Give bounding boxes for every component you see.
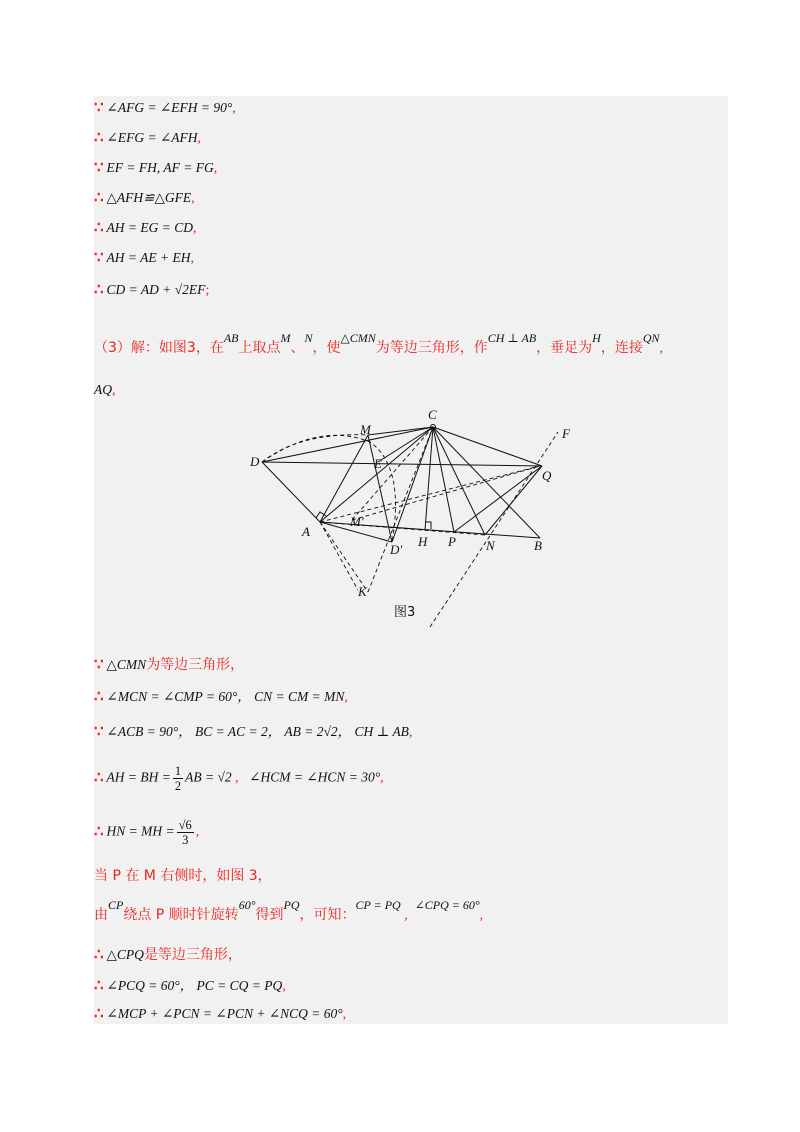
- therefore-symbol: ∴: [94, 947, 104, 963]
- math-expression: HN = MH =: [106, 823, 175, 839]
- fraction-denominator: 2: [174, 779, 182, 793]
- punctuation: ,: [193, 221, 197, 236]
- math-expression: ∠AFG = ∠EFH = 90°: [106, 100, 233, 115]
- punctuation: ,: [190, 251, 195, 266]
- math-expression: EF = FH, AF = FG: [106, 160, 214, 175]
- math-expression: △AFH≌△GFE: [106, 190, 192, 205]
- punctuation: ,: [408, 725, 413, 740]
- statement-text: 是等边三角形，: [143, 947, 242, 963]
- solution-intro-line: [94, 331, 663, 357]
- line-cb: [433, 427, 540, 538]
- math-expression: ∠PCQ = 60°， PC = CQ = PQ: [106, 978, 283, 993]
- therefore-symbol: ∴: [94, 1006, 104, 1022]
- punctuation: ,: [195, 824, 200, 840]
- statement-text: 为等边三角形，: [146, 657, 245, 673]
- segment-label: AB: [223, 331, 239, 345]
- punctuation: ,: [344, 690, 348, 705]
- point-label: M: [280, 331, 291, 345]
- therefore-symbol: ∴: [94, 978, 104, 994]
- intro-text: 、: [290, 340, 305, 356]
- label-a: A: [302, 524, 310, 539]
- segment-label: CP: [108, 898, 124, 912]
- punctuation: ,: [232, 101, 236, 116]
- math-expression: ∠HCM = ∠HCN = 30°: [249, 769, 381, 785]
- punctuation: ,: [342, 1007, 347, 1022]
- label-m-prime: M′: [350, 514, 364, 529]
- math-expression: ∠MCN = ∠CMP = 60°， CN = CM = MN: [106, 689, 345, 704]
- proof-line-15: [94, 865, 272, 885]
- fraction-denominator: 3: [182, 833, 189, 847]
- math-expression: ∠EFG = ∠AFH: [106, 130, 198, 145]
- math-expression: CD = AD + √2EF: [106, 282, 206, 297]
- proof-line-17: [94, 944, 242, 964]
- label-k: K: [358, 584, 367, 599]
- punctuation: ,: [380, 770, 384, 786]
- math-expression: ∠MCP + ∠PCN = ∠PCN + ∠NCQ = 60°: [106, 1006, 343, 1021]
- line-am: [320, 435, 368, 522]
- because-symbol: ∵: [94, 100, 104, 116]
- label-p: P: [448, 534, 456, 549]
- fraction: [177, 818, 194, 847]
- intro-text: （3）解：如图3，在: [94, 340, 224, 356]
- statement-text: 由: [94, 907, 108, 923]
- math-expression: AB = √2: [185, 769, 232, 785]
- proof-line-16: 由CP绕点 P 顺时针旋转60°得到PQ，可知：CP = PQ , ∠CPQ = 60°,: [94, 898, 484, 923]
- punctuation: ,: [282, 979, 286, 994]
- because-symbol: ∵: [94, 250, 104, 266]
- segment-label: QN: [642, 331, 660, 345]
- triangle-label: △CMN: [340, 331, 376, 345]
- math-expression: AH = BH =: [106, 769, 171, 785]
- point-label: N: [304, 331, 313, 345]
- therefore-symbol: ∴: [94, 220, 104, 236]
- proof-line-18: [94, 974, 286, 995]
- punctuation: ,: [197, 131, 202, 146]
- proof-line-2: [94, 128, 201, 147]
- because-symbol: ∵: [94, 724, 104, 740]
- therefore-symbol: ∴: [94, 689, 104, 705]
- line-ch: [425, 427, 433, 530]
- punctuation: ;: [205, 283, 210, 298]
- label-f-far: F: [562, 426, 570, 441]
- intro-text: ，连接: [600, 340, 643, 356]
- math-expression: AQ: [94, 382, 112, 397]
- point-label: H: [592, 331, 601, 345]
- proof-line-7: [94, 280, 209, 299]
- statement-text: ，可知：: [299, 907, 356, 923]
- intro-text: ，使: [312, 340, 341, 356]
- math-expression: ∠CPQ = 60°: [414, 898, 480, 912]
- intro-text: ，垂足为: [536, 340, 593, 356]
- line-dc: [262, 427, 433, 462]
- because-symbol: ∵: [94, 657, 104, 673]
- statement-text: 当 P 在 M 右侧时，如图 3，: [94, 868, 272, 884]
- fraction-numerator: 1: [174, 764, 182, 778]
- proof-line-5: [94, 218, 197, 237]
- therefore-symbol: ∴: [94, 190, 104, 206]
- fraction-numerator: √6: [178, 818, 192, 832]
- proof-line-1: [94, 98, 236, 117]
- figure-caption: 图3: [394, 605, 416, 620]
- math-expression: △CMN: [106, 657, 147, 672]
- proof-line-12: [94, 720, 412, 741]
- math-expression: ∠ACB = 90°， BC = AC = 2， AB = 2√2， CH ⊥ AB: [106, 724, 409, 739]
- label-b: B: [534, 538, 542, 553]
- proof-line-aq: [94, 382, 116, 399]
- label-h: H: [418, 534, 428, 549]
- proof-line-4: [94, 188, 195, 207]
- line-da: [262, 462, 320, 522]
- proof-line-10: [94, 654, 244, 674]
- therefore-symbol: ∴: [94, 282, 104, 298]
- math-expression: CP = PQ: [355, 898, 401, 912]
- punctuation: ,: [112, 383, 116, 398]
- dashed-ak: [320, 522, 358, 590]
- proof-line-13: ∴ AH = BH = $\frac{1}{2}$ AB = √2 , ∠HCM = ∠HCN = 30°,: [94, 764, 384, 793]
- math-expression: AH = AE + EH: [106, 250, 191, 265]
- intro-text: 为等边三角形，作: [375, 340, 488, 356]
- label-n: N: [486, 538, 495, 553]
- dashed-ad-ext: [320, 522, 368, 592]
- label-d: D: [250, 454, 260, 469]
- dashed-arc-2: [262, 435, 368, 462]
- label-q: Q: [542, 468, 552, 483]
- label-c: C: [428, 407, 437, 422]
- punctuation: ,: [479, 908, 484, 923]
- proof-line-14: [94, 818, 199, 847]
- proof-line-3: [94, 158, 217, 177]
- math-expression: △CPQ: [106, 947, 144, 962]
- punctuation: ,: [659, 341, 663, 356]
- label-e: E: [374, 456, 382, 471]
- line-qn: [485, 466, 542, 535]
- line-cp: [433, 427, 454, 532]
- fraction: [173, 764, 183, 793]
- therefore-symbol: ∴: [94, 769, 104, 786]
- statement-text: 得到: [255, 907, 284, 923]
- dashed-ck: [368, 427, 433, 592]
- label-d-prime: D′: [390, 542, 403, 557]
- perpendicular-label: CH ⊥ AB: [487, 331, 537, 345]
- segment-label: PQ: [283, 898, 300, 912]
- math-expression: AH = EG = CD: [106, 220, 194, 235]
- proof-line-11: [94, 685, 348, 706]
- punctuation: ,: [191, 191, 195, 206]
- therefore-symbol: ∴: [94, 823, 104, 840]
- punctuation: ,: [213, 161, 218, 176]
- therefore-symbol: ∴: [94, 130, 104, 146]
- line-dq: [262, 462, 542, 466]
- statement-text: 绕点 P 顺时针旋转: [123, 907, 239, 923]
- label-m: M: [360, 422, 371, 437]
- proof-line-19: [94, 1004, 346, 1023]
- because-symbol: ∵: [94, 160, 104, 176]
- angle-label: 60°: [238, 898, 256, 912]
- proof-line-6: [94, 248, 194, 267]
- intro-text: 上取点: [238, 340, 281, 356]
- geometry-figure: [240, 402, 580, 634]
